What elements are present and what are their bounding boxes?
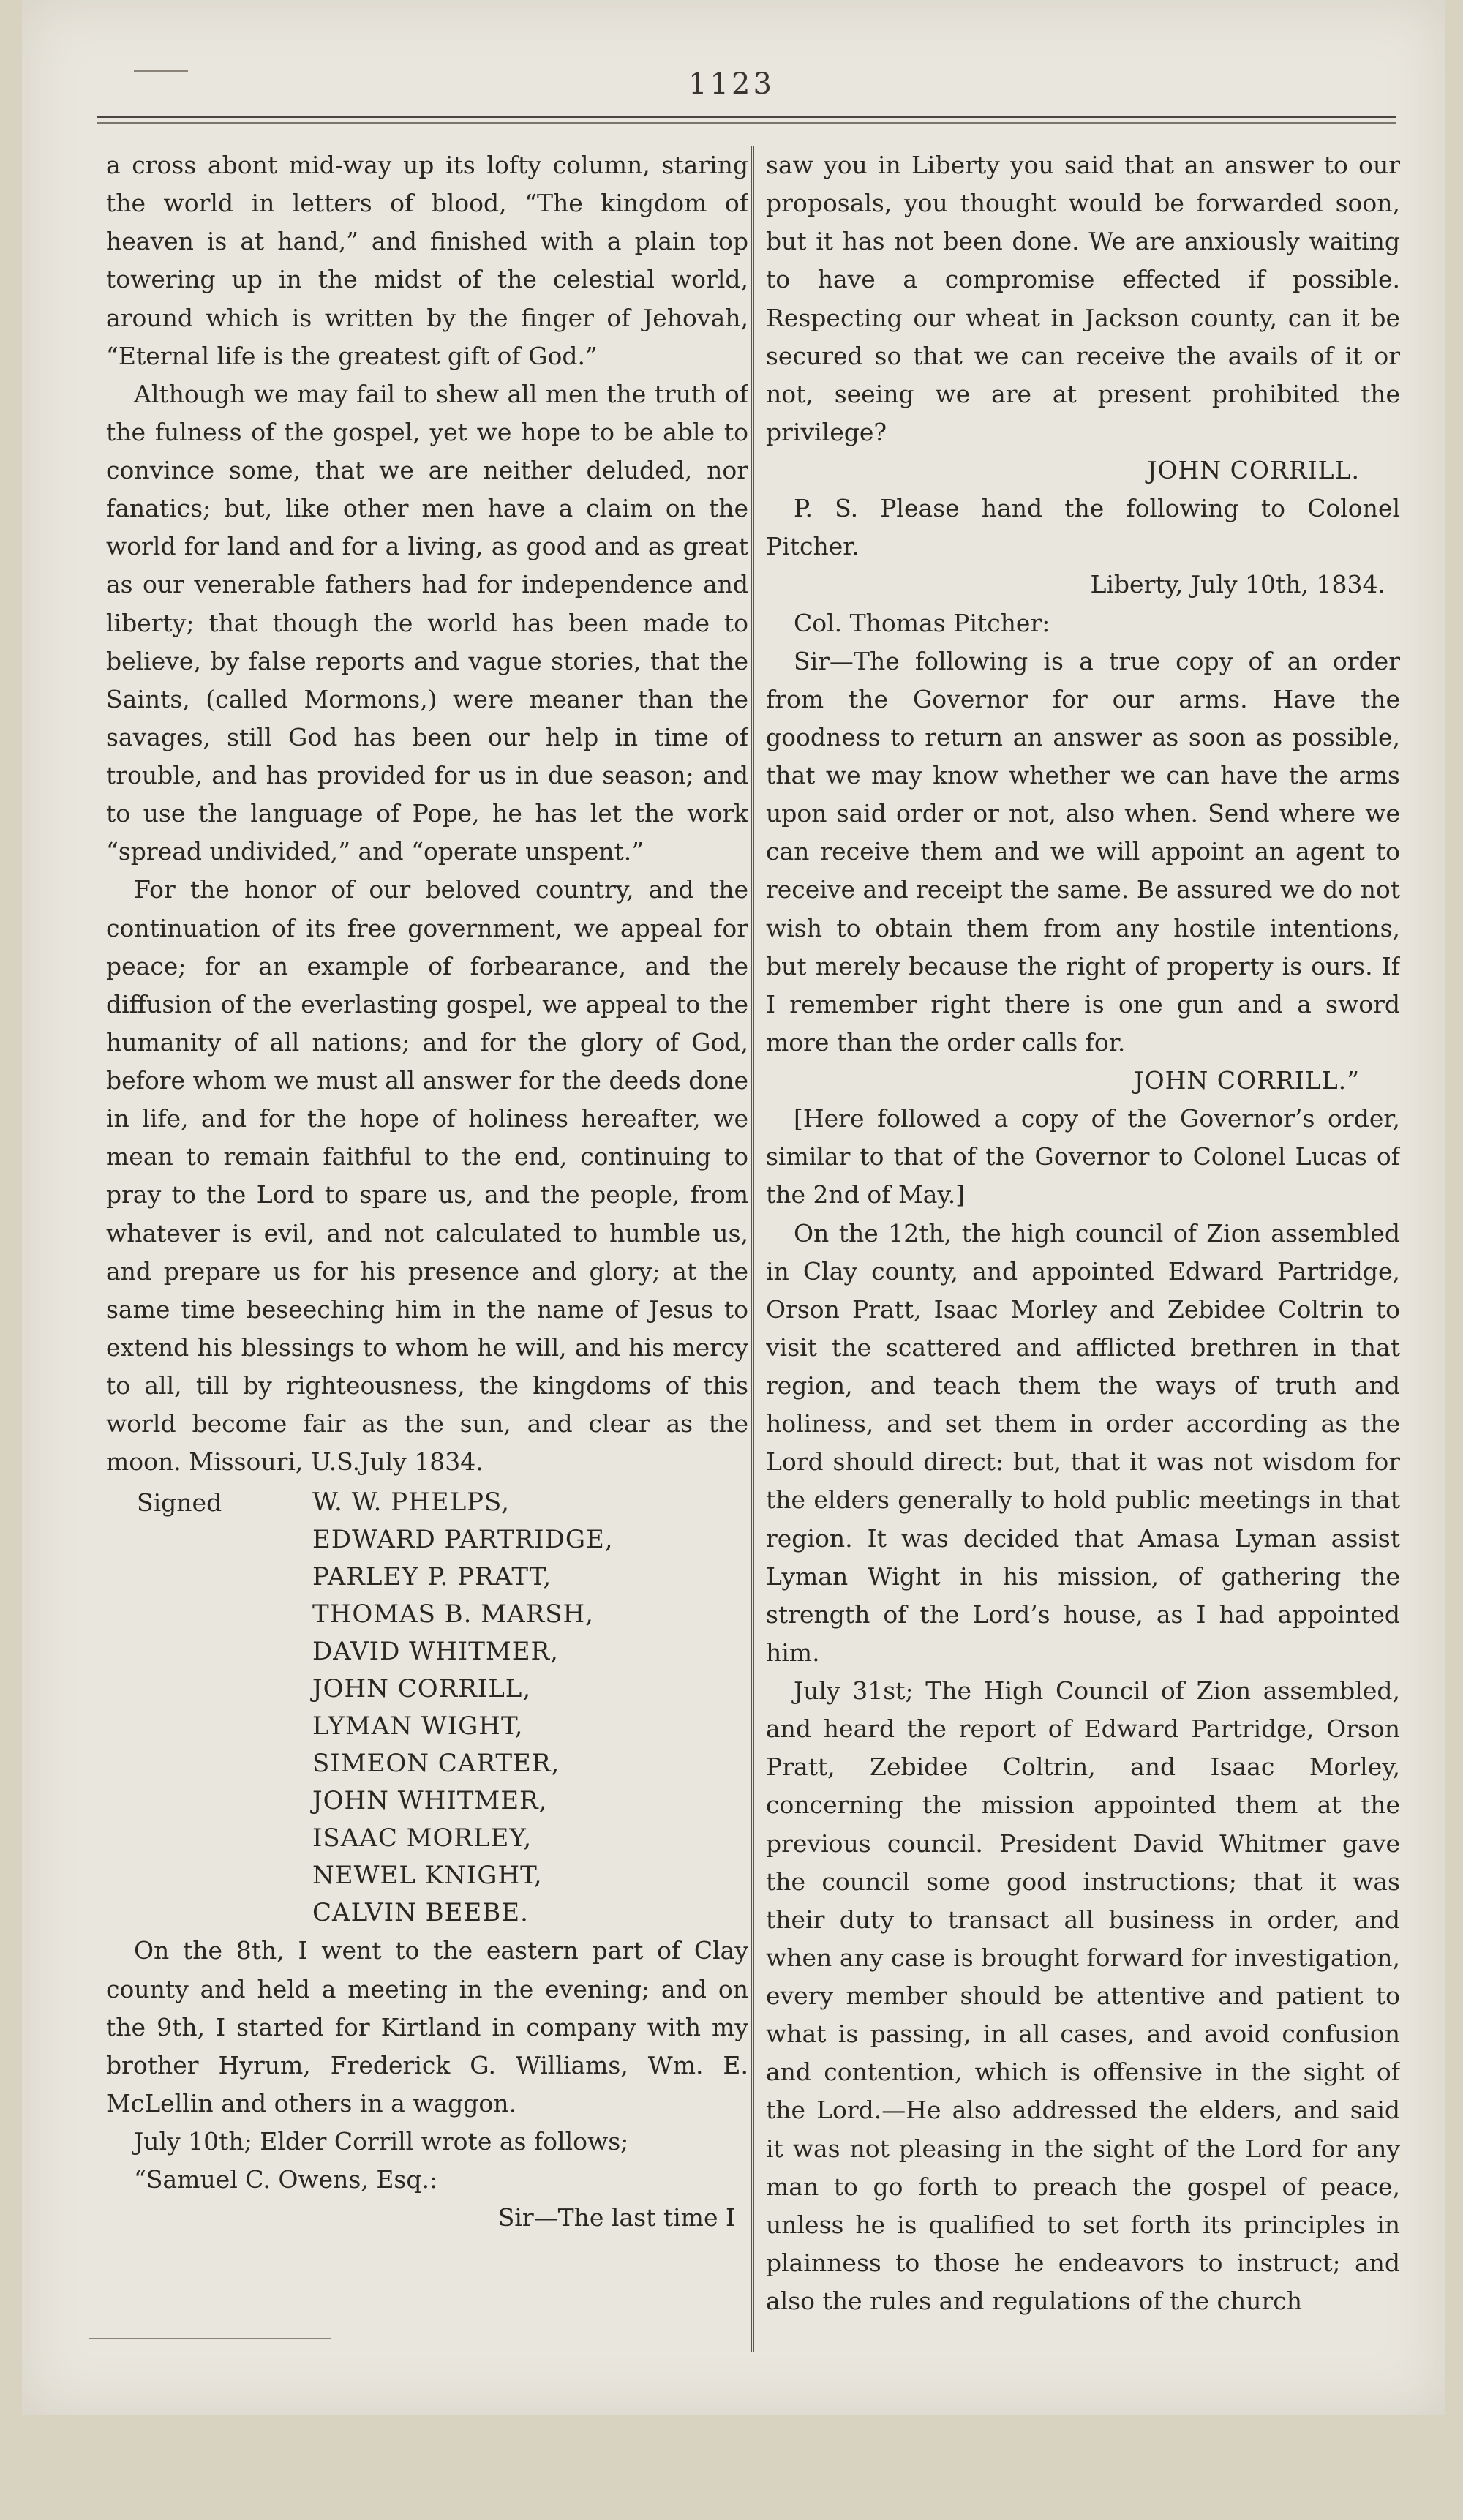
signed-label: Signed bbox=[137, 1488, 222, 1518]
salutation: Col. Thomas Pitcher: bbox=[794, 608, 1050, 637]
signatory: ISAAC MORLEY, bbox=[312, 1823, 533, 1853]
dateline: Liberty, July 10th, 1834. bbox=[1090, 570, 1385, 599]
paragraph: Although we may fail to shew all men the truth of the fulness of the gospel, yet we hope to be able to convince some, that we are neither deluded, nor fanatics; but, like other men have a claim on the world for land and for a living, as good and as great as our venerable fathers had for independence and liberty; that though the world has been made to believe, by false reports and vague stories, that the Saints, (called Mormons,) were meaner than the savages, still God has been our help in time of trouble, and has provided for us in due season; and to use the language of Pope, he has let the work “spread undivided,” and “operate unspent.” bbox=[106, 379, 748, 866]
signatory: THOMAS B. MARSH, bbox=[312, 1600, 594, 1630]
paragraph: On the 12th, the high council of Zion assembled in Clay county, and appointed Edward Partridge, Orson Pratt, Isaac Morley and Zebidee Coltrin to visit the scattered and afflicted brethren in that region, and teach them the ways of truth and holiness, and set them in order according as the Lord should direct: but, that it was not wisdom for the elders generally to hold public meetings in that region. It was decided that Amasa Lyman assist Lyman Wight in his mission, of gathering the strength of the Lord’s house, as I had appointed him. bbox=[766, 1218, 1400, 1667]
signatory: CALVIN BEEBE. bbox=[312, 1898, 529, 1928]
signature-block bbox=[106, 1484, 748, 1932]
signatory: JOHN CORRILL, bbox=[312, 1674, 532, 1704]
left-column bbox=[106, 146, 748, 2363]
paragraph: a cross abont mid-way up its lofty column, staring the world in letters of blood, “The kingdom of heaven is at hand,” and finished with a plain top towering up in the midst of the celestial world, around which is written by the finger of Jehovah, “Eternal life is the greatest gift of God.” bbox=[106, 151, 748, 370]
signatory: LYMAN WIGHT, bbox=[312, 1711, 524, 1741]
signatory: JOHN WHITMER, bbox=[312, 1786, 548, 1816]
bottom-ink-mark bbox=[89, 2338, 331, 2339]
paragraph: Sir—The following is a true copy of an order from the Governor for our arms. Have the goodness to return an answer as soon as possible, that we may know whether we can have the arms upon said order or not, also when. Send where we can receive them and we will appoint an agent to receive and receipt the same. Be assured we do not wish to obtain them from any hostile intentions, but merely because the right of property is ours. If I remember right there is one gun and a sword more than the order calls for. bbox=[766, 646, 1400, 1057]
paragraph: On the 8th, I went to the eastern part of Clay county and held a meeting in the evening; and on the 9th, I started for Kirtland in company with my brother Hyrum, Frederick G. Williams, Wm. E. McLellin and others in a waggon. bbox=[106, 1936, 748, 2118]
signatory: DAVID WHITMER, bbox=[312, 1637, 559, 1667]
signatory: PARLEY P. PRATT, bbox=[312, 1562, 552, 1592]
signatory-list bbox=[312, 1484, 614, 1932]
signatory: EDWARD PARTRIDGE, bbox=[312, 1525, 614, 1555]
paragraph: July 10th; Elder Corrill wrote as follows; bbox=[134, 2127, 629, 2156]
page-number: 1123 bbox=[688, 67, 775, 101]
paragraph: P. S. Please hand the following to Colonel Pitcher. bbox=[766, 494, 1400, 561]
header-rule bbox=[97, 116, 1396, 118]
signature: JOHN CORRILL.” bbox=[1134, 1066, 1360, 1095]
signatory: NEWEL KNIGHT, bbox=[312, 1861, 543, 1891]
column-divider bbox=[751, 146, 754, 2352]
letter-address: “Samuel C. Owens, Esq.: bbox=[134, 2165, 438, 2194]
paragraph: For the honor of our beloved country, and the continuation of its free government, we appeal for peace; for an example of forbearance, and the diffusion of the everlasting gospel, we appeal to the humanity of all nations; and for the glory of God, before whom we must all answer for the deeds done in life, and for the hope of holiness hereafter, we mean to remain faithful to the end, continuing to pray to the Lord to spare us, and the people, from whatever is evil, and not calculated to humble us, and prepare us for his presence and glory; at the same time beseeching him in the name of Jesus to extend his blessings to whom he will, and his mercy to all, till by righteousness, the kingdoms of this world become fair as the sun, and clear as the moon. Missouri, U.S.July 1834. bbox=[106, 875, 748, 1477]
signatory: SIMEON CARTER, bbox=[312, 1749, 560, 1779]
paragraph: saw you in Liberty you said that an answer to our proposals, you thought would be forwarded soon, but it has not been done. We are anxiously waiting to have a compromise effected if possible. Respecting our wheat in Jackson county, can it be secured so that we can receive the avails of it or not, seeing we are at present prohibited the privilege? bbox=[766, 151, 1400, 446]
paragraph: [Here followed a copy of the Governor’s order, similar to that of the Governor to Colonel Lucas of the 2nd of May.] bbox=[766, 1104, 1400, 1210]
signatory: W. W. PHELPS, bbox=[312, 1488, 510, 1518]
header-rule-secondary bbox=[97, 122, 1396, 124]
right-column bbox=[766, 146, 1400, 2363]
paragraph: July 31st; The High Council of Zion assembled, and heard the report of Edward Partridge, Orson Pratt, Zebidee Coltrin, and Isaac Morley, concerning the mission appointed them at the previous council. President David Whitmer gave the council some good instructions; that it was their duty to transact all business in order, and when any case is brought forward for investigation, every member should be attentive and patient to what is passing, in all cases, and avoid confusion and contention, which is offensive in the sight of the Lord.—He also addressed the elders, and said it was not pleasing in the sight of the Lord for any man to go forth to preach the gospel of peace, unless he is qualified to set forth its principles in plainness to those he endeavors to instruct; and also the rules and regulations of the church bbox=[766, 1676, 1400, 2315]
signature: JOHN CORRILL. bbox=[1147, 456, 1360, 484]
letter-opening: Sir—The last time I bbox=[497, 2203, 735, 2232]
